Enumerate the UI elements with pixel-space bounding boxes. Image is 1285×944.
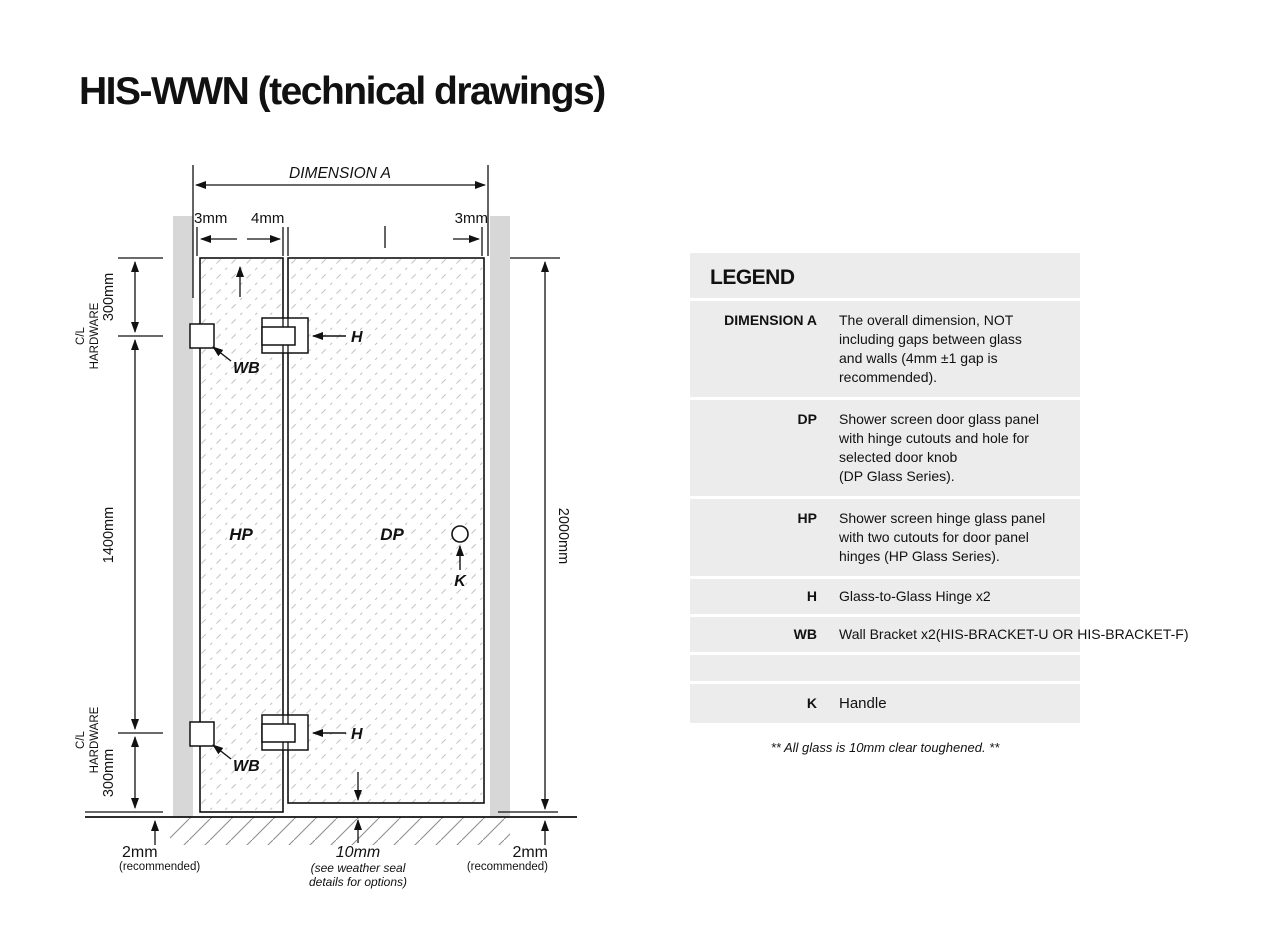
wall-right (490, 216, 510, 817)
handle-knob (452, 526, 468, 542)
cl-hardware-bottom-line1: C/L (75, 731, 87, 749)
wall-bracket-bottom-label: WB (233, 758, 260, 775)
legend-def-line: Handle (839, 695, 887, 712)
hinge-top-label: H (351, 329, 363, 346)
legend-empty-row (690, 655, 1080, 681)
legend-entry-wb (690, 617, 1189, 652)
legend-entry-hp (690, 499, 1080, 576)
gap-right-label: 3mm (454, 210, 488, 227)
dimension-a-label: DIMENSION A (289, 165, 391, 182)
legend-entry-dp (690, 400, 1080, 496)
legend-def-line: Shower screen hinge glass panel (839, 510, 1046, 526)
legend-def-line: Glass-to-Glass Hinge x2 (839, 588, 991, 604)
hinge-panel-label: HP (229, 525, 253, 544)
hinge-top (262, 318, 308, 353)
door-panel-label: DP (380, 525, 404, 544)
legend-panel (690, 253, 1189, 723)
floor-gap-right-note: (recommended) (466, 861, 548, 873)
legend-def-line: with hinge cutouts and hole for (839, 430, 1029, 446)
legend-footnote: ** All glass is 10mm clear toughened. ** (770, 740, 1000, 755)
cl-hardware-top-line1: C/L (75, 327, 87, 345)
floor-gap-right-label: 2mm (512, 844, 548, 861)
legend-term: K (806, 695, 817, 711)
floor-gap-left-label: 2mm (122, 844, 158, 861)
legend-term: H (806, 588, 817, 604)
legend-entry-k (690, 684, 1080, 723)
legend-definition (839, 410, 1039, 486)
legend-def-line: Wall Bracket x2(HIS-BRACKET-U OR HIS-BRACKET-F) (839, 626, 1189, 642)
legend-entry-dimension-a (690, 301, 1080, 397)
legend-def-line: recommended). (839, 369, 938, 385)
legend-def-line: including gaps between glass (839, 331, 1022, 347)
legend-definition (839, 311, 1022, 387)
page-title: HIS-WWN (technical drawings) (79, 70, 605, 113)
gap-left-label: 3mm (194, 210, 228, 227)
hardware-top-offset-label: 300mm (101, 272, 117, 322)
door-floor-gap-label: 10mm (335, 844, 381, 861)
hinge-bottom (262, 715, 308, 750)
legend-def-line: Shower screen door glass panel (839, 411, 1040, 427)
floor-gap-left-note: (recommended) (119, 861, 201, 873)
overall-height-label: 2000mm (555, 507, 571, 565)
legend-def-line: (DP Glass Series). (839, 468, 955, 484)
legend-definition (839, 625, 1189, 644)
legend-def-line: The overall dimension, NOT (839, 312, 1014, 328)
wall-bracket-top (190, 324, 214, 348)
legend-term: WB (793, 626, 817, 642)
legend-def-line: and walls (4mm ±1 gap is (839, 350, 998, 366)
legend-definition (839, 509, 1045, 566)
legend-term: HP (797, 510, 817, 526)
hinge-bottom-label: H (351, 726, 363, 743)
door-floor-gap-note2: details for options) (308, 875, 408, 889)
wall-bracket-top-label: WB (233, 360, 260, 377)
door-floor-gap-note1: (see weather seal (310, 861, 406, 875)
legend-term: DIMENSION A (724, 312, 817, 328)
handle-label: K (454, 573, 466, 590)
legend-definition (839, 694, 887, 713)
hardware-bottom-offset-label: 300mm (101, 748, 117, 798)
legend-definition (839, 587, 991, 606)
wall-bracket-bottom (190, 722, 214, 746)
cl-hardware-top-line2: HARDWARE (89, 302, 101, 370)
legend-def-line: with two cutouts for door panel (839, 529, 1029, 545)
legend-def-line: hinges (HP Glass Series). (839, 548, 1000, 564)
hardware-span-label: 1400mm (101, 506, 117, 564)
cl-hardware-bottom-line2: HARDWARE (89, 706, 101, 774)
legend-title: LEGEND (710, 266, 795, 289)
legend-term: DP (797, 411, 817, 427)
legend-def-line: selected door knob (839, 449, 958, 465)
gap-center-label: 4mm (251, 210, 285, 227)
floor-hatch (170, 817, 510, 845)
legend-entry-h (690, 579, 1080, 614)
